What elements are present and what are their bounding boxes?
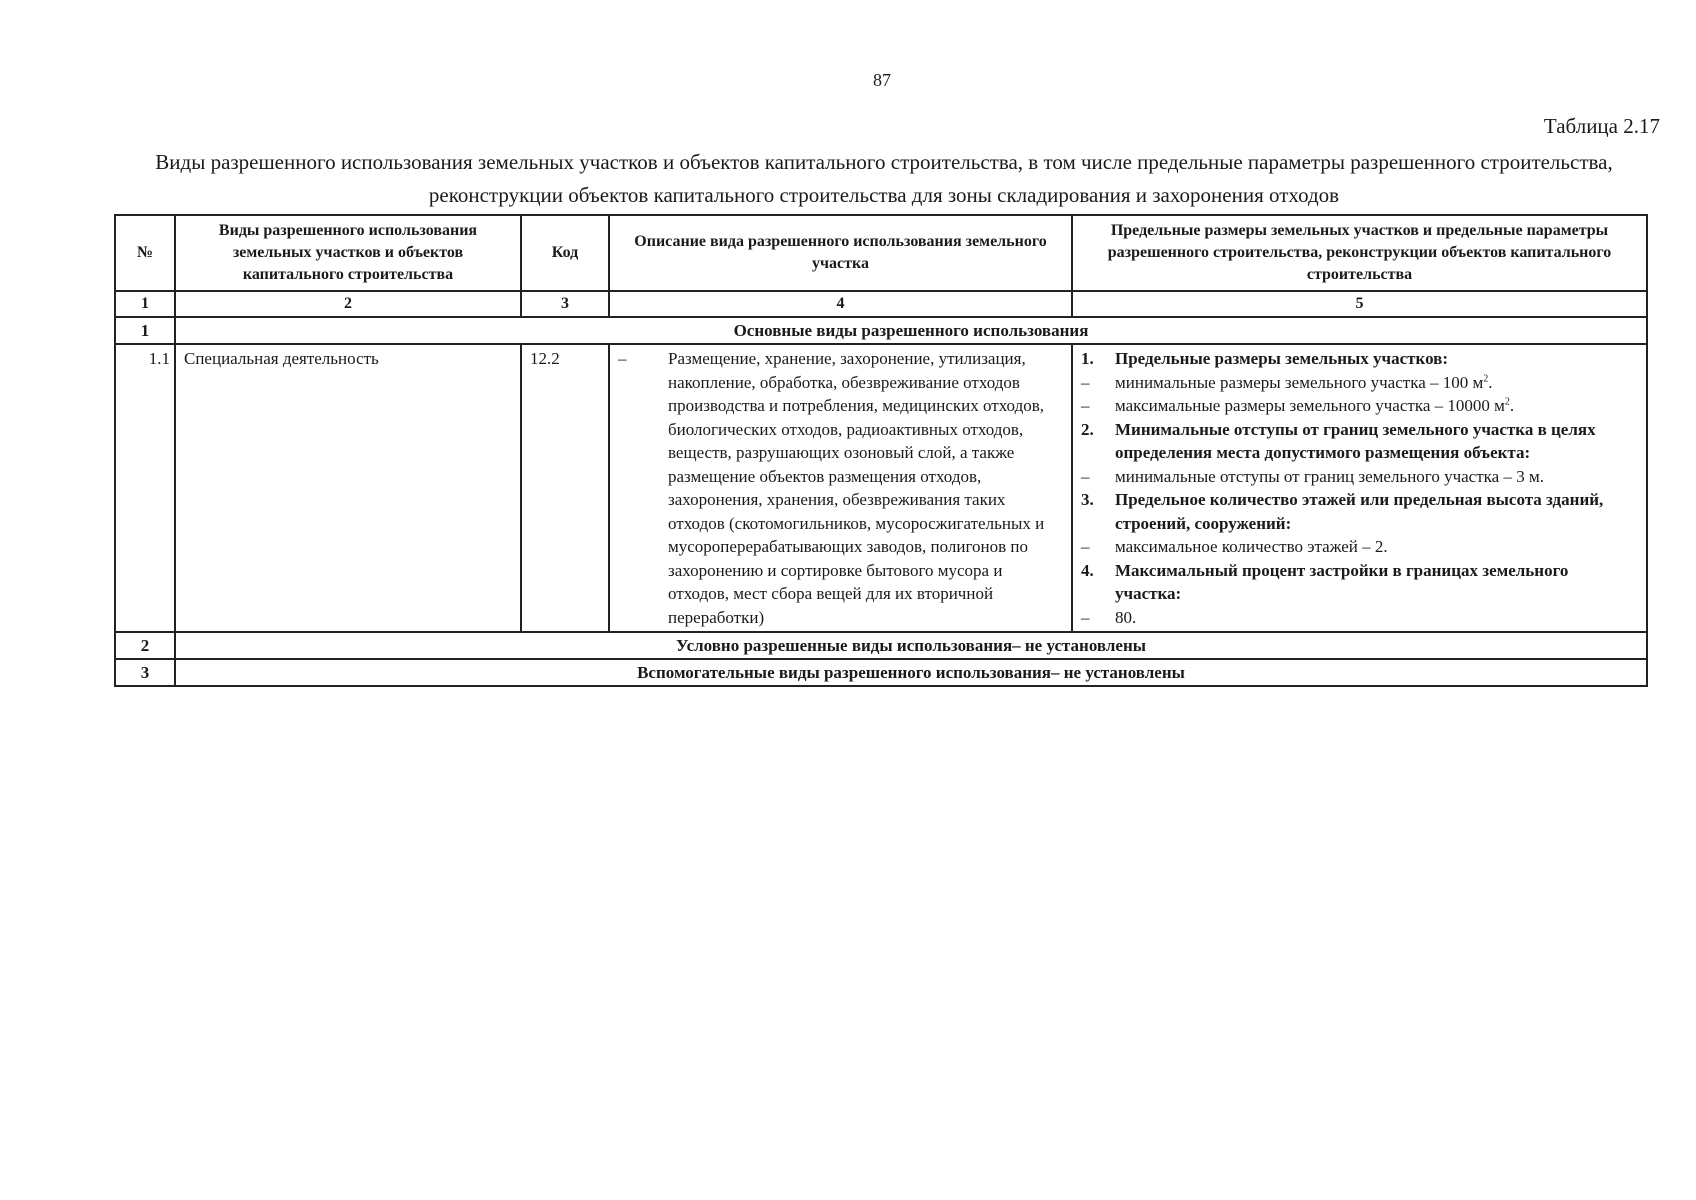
section-number: 1 xyxy=(115,317,175,344)
section-row-auxiliary xyxy=(115,659,1647,686)
section-number: 2 xyxy=(115,632,175,659)
header-cell-use-type: Виды разрешенного использования земельных участков и объектов капитального строительства xyxy=(175,215,521,291)
parameter-text-main: Минимальные отступы от границ земельного участка в целях определения места допустимого размещения объекта: xyxy=(1115,419,1596,462)
table-title: Виды разрешенного использования земельных участков и объектов капитального строительства, в том числе предельные параметры разрешенного строительства, реконструкции объектов капитального строительства для зоны складирования и захоронения отходов xyxy=(155,150,1613,207)
parameter-heading xyxy=(1081,347,1638,371)
column-number: 4 xyxy=(609,291,1072,317)
parameter-item xyxy=(1081,535,1638,559)
page-number: 87 xyxy=(873,70,891,90)
row-use-name: Специальная деятельность xyxy=(175,344,521,632)
parameter-text-main: Максимальный процент застройки в границах земельного участка: xyxy=(1115,560,1569,603)
parameter-text-main: минимальные отступы от границ земельного участка – 3 м. xyxy=(1115,466,1544,486)
parameter-text xyxy=(1115,418,1638,465)
list-number: 3. xyxy=(1081,490,1094,509)
header-cell-parameters: Предельные размеры земельных участков и предельные параметры разрешенного строительства, реконструкции объектов капитального строительства xyxy=(1072,215,1647,291)
header-cell-code: Код xyxy=(521,215,609,291)
parameter-item xyxy=(1081,394,1638,418)
parameter-item xyxy=(1081,606,1638,630)
parameter-text-main: 80. xyxy=(1115,607,1137,627)
list-dash: – xyxy=(1081,372,1090,392)
parameter-text xyxy=(1115,465,1638,489)
list-dash: – xyxy=(1081,537,1090,556)
section-row-conditional xyxy=(115,632,1647,659)
section-row-main xyxy=(115,317,1647,344)
parameter-text-main: максимальное количество этажей – 2. xyxy=(1115,537,1388,556)
list-dash: – xyxy=(1081,396,1090,415)
column-number: 2 xyxy=(175,291,521,317)
parameter-text xyxy=(1115,488,1638,535)
parameter-text xyxy=(1115,606,1638,630)
description-text: Размещение, хранение, захоронение, утилизация, накопление, обработка, обезвреживание отходов производства и потребления, медицинских отходов, биологических отходов, радиоактивных отходов, веществ, разрушающих озоновый слой, а также размещение объектов размещения отходов, захоронения, хранения, обезвреживания таких отходов (скотомогильников, мусоросжигательных и мусороперерабатывающих заводов, полигонов по захоронению и сортировке бытового мусора и отходов, мест сбора вещей для их вторичной переработки) xyxy=(668,349,1045,627)
parameter-item xyxy=(1081,465,1638,489)
header-row xyxy=(115,215,1647,291)
parameter-heading xyxy=(1081,418,1638,465)
column-number: 3 xyxy=(521,291,609,317)
row-description xyxy=(609,344,1072,632)
row-number: 1.1 xyxy=(115,344,175,632)
parameter-text-main: Предельные размеры земельных участков: xyxy=(1115,349,1449,368)
section-title: Вспомогательные виды разрешенного использования– не установлены xyxy=(175,659,1647,686)
header-cell-description: Описание вида разрешенного использования земельного участка xyxy=(609,215,1072,291)
list-dash: – xyxy=(1081,607,1090,627)
section-number: 3 xyxy=(115,659,175,686)
section-title: Условно разрешенные виды использования– не установлены xyxy=(175,632,1647,659)
parameter-text-main: Предельное количество этажей или предельная высота зданий, строений, сооружений: xyxy=(1115,490,1604,533)
row-code: 12.2 xyxy=(521,344,609,632)
land-use-table xyxy=(114,214,1648,687)
parameter-text-tail: . xyxy=(1509,396,1515,415)
parameter-heading xyxy=(1081,488,1638,535)
table-label: Таблица 2.17 xyxy=(1543,114,1660,138)
column-number-row xyxy=(115,291,1647,317)
list-dash: – xyxy=(618,349,627,368)
parameter-heading xyxy=(1081,559,1638,606)
parameter-text-main: максимальные размеры земельного участка – 10000 м xyxy=(1115,396,1505,415)
parameter-text xyxy=(1115,559,1638,606)
parameter-text-main: минимальные размеры земельного участка – 100 м xyxy=(1115,372,1484,392)
parameter-text xyxy=(1115,347,1638,371)
parameter-text xyxy=(1115,371,1638,395)
list-number: 1. xyxy=(1081,349,1094,368)
parameter-item xyxy=(1081,371,1638,395)
list-number: 2. xyxy=(1081,419,1094,439)
superscript: 2 xyxy=(1483,372,1489,384)
parameter-text-tail: . xyxy=(1488,372,1493,392)
parameter-text xyxy=(1115,394,1638,418)
superscript: 2 xyxy=(1504,396,1510,408)
parameter-text xyxy=(1115,535,1638,559)
table-row xyxy=(115,344,1647,632)
row-parameters xyxy=(1072,344,1647,632)
column-number: 1 xyxy=(115,291,175,317)
list-number: 4. xyxy=(1081,560,1094,580)
section-title: Основные виды разрешенного использования xyxy=(175,317,1647,344)
header-cell-no: № xyxy=(115,215,175,291)
column-number: 5 xyxy=(1072,291,1647,317)
list-dash: – xyxy=(1081,466,1090,486)
